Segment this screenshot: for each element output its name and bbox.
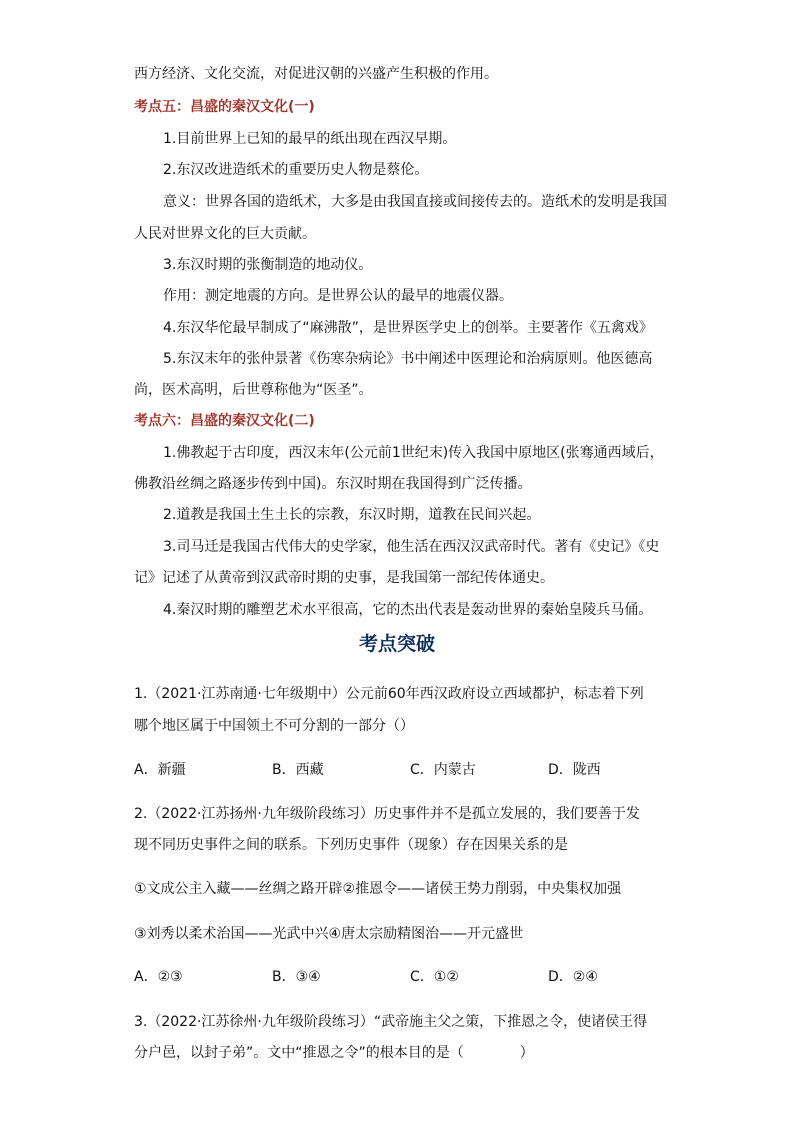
section5-item: 5.东汉末年的张仲景著《伤寒杂病论》书中阐述中医理论和治病原则。他医德高 bbox=[163, 351, 653, 367]
section5-item: 4.东汉华佗最早制成了“麻沸散”，是世界医学史上的创举。主要著作《五禽戏》 bbox=[163, 320, 653, 336]
question-3-line: 3.（2022·江苏徐州·九年级阶段练习）“武帝施主父之策，下推恩之令，使诸侯王得 bbox=[134, 1014, 648, 1030]
q1-option-c: C．内蒙古 bbox=[410, 762, 476, 778]
question-2-line: 现不同历史事件之间的联系。下列历史事件（现象）存在因果关系的是 bbox=[134, 837, 568, 853]
q1-option-d: D．陇西 bbox=[548, 762, 601, 778]
section6-item: 记》记述了从黄帝到汉武帝时期的史事，是我国第一部纪传体通史。 bbox=[134, 570, 554, 586]
question-2-line: 2.（2022·江苏扬州·九年级阶段练习）历史事件并不是孤立发展的，我们要善于发 bbox=[134, 806, 640, 822]
section6-item: 2.道教是我国土生土长的宗教，东汉时期，道教在民间兴起。 bbox=[163, 507, 541, 523]
section5-item: 2.东汉改进造纸术的重要历史人物是蔡伦。 bbox=[163, 162, 429, 178]
section5-item: 作用：测定地震的方向。是世界公认的最早的地震仪器。 bbox=[163, 288, 513, 304]
section-heading-5: 考点五：昌盛的秦汉文化(一) bbox=[134, 99, 315, 115]
q2-option-d: D．②④ bbox=[548, 969, 598, 985]
section-heading-6: 考点六：昌盛的秦汉文化(二) bbox=[134, 413, 315, 429]
section6-item: 1.佛教起于古印度，西汉末年(公元前1世纪末)传入我国中原地区(张骞通西域后， bbox=[163, 445, 664, 461]
section5-item: 3.东汉时期的张衡制造的地动仪。 bbox=[163, 257, 373, 273]
intro-line: 西方经济、文化交流，对促进汉朝的兴盛产生积极的作用。 bbox=[134, 66, 498, 82]
section6-item: 4.秦汉时期的雕塑艺术水平很高，它的杰出代表是轰动世界的秦始皇陵兵马俑。 bbox=[163, 602, 653, 618]
question-3-line: 分户邑，以封子弟”。文中“推恩之令”的根本目的是（ ） bbox=[134, 1045, 534, 1061]
section5-item: 意义：世界各国的造纸术，大多是由我国直接或间接传去的。造纸术的发明是我国 bbox=[163, 194, 667, 210]
q1-option-a: A．新疆 bbox=[134, 762, 186, 778]
section5-item: 人民对世界文化的巨大贡献。 bbox=[134, 226, 316, 242]
q1-option-b: B．西藏 bbox=[272, 762, 324, 778]
section6-item: 3.司马迁是我国古代伟大的史学家，他生活在西汉汉武帝时代。著有《史记》《史 bbox=[163, 539, 660, 555]
q2-option-a: A．②③ bbox=[134, 969, 183, 985]
section5-item: 1.目前世界上已知的最早的纸出现在西汉早期。 bbox=[163, 131, 457, 147]
section6-item: 佛教沿丝绸之路逐步传到中国)。东汉时期在我国得到广泛传播。 bbox=[134, 476, 532, 492]
question-2-line: ③刘秀以柔术治国——光武中兴④唐太宗励精图治——开元盛世 bbox=[134, 926, 524, 942]
section5-item: 尚，医术高明，后世尊称他为“医圣”。 bbox=[134, 382, 373, 398]
question-1-line: 1.（2021·江苏南通·七年级期中）公元前60年西汉政府设立西域都护，标志着下列 bbox=[134, 686, 644, 702]
breakthrough-title: 考点突破 bbox=[358, 633, 435, 655]
question-1-line: 哪个地区属于中国领土不可分割的一部分（） bbox=[134, 718, 414, 734]
q2-option-b: B．③④ bbox=[272, 969, 321, 985]
question-2-line: ①文成公主入藏——丝绸之路开辟②推恩令——诸侯王势力削弱，中央集权加强 bbox=[134, 881, 622, 897]
q2-option-c: C．①② bbox=[410, 969, 459, 985]
